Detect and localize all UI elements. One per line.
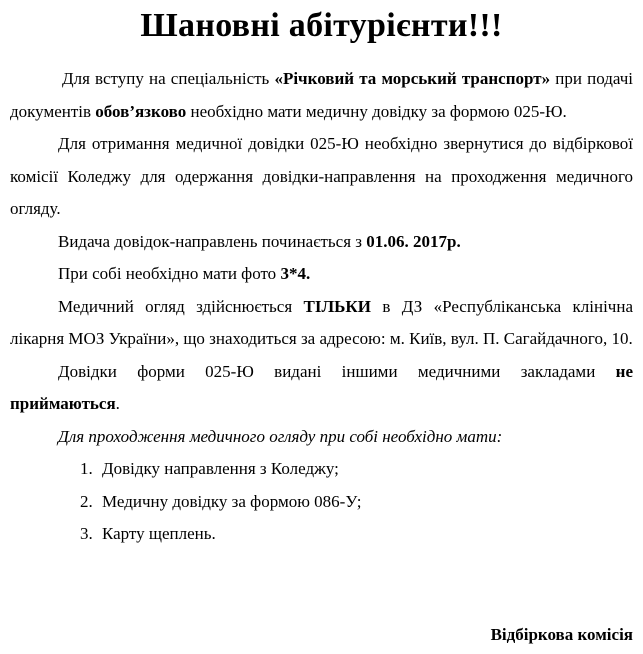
paragraph-text: Медичний огляд здійснюється (58, 296, 304, 316)
page-title: Шановні абітурієнти!!! (140, 7, 503, 44)
paragraph-text: Для вступу на спеціальність (62, 69, 275, 88)
list-item-text: Медичну довідку за формою 086-У; (102, 491, 362, 511)
list-item-text: Довідку направлення з Коледжу; (102, 459, 339, 478)
signature: Відбіркова комісія (490, 625, 633, 644)
issue-date: 01.06. 2017р. (366, 231, 461, 251)
paragraph-referral-instructions: Для отримання медичної довідки 025-Ю необхідно звернутися до відбіркової комісії Коледжу для одержання довідки-направлення на проходження медичного огляду. (10, 134, 633, 218)
paragraph-specialty-requirement (10, 63, 633, 128)
only-emphasis: ТІЛЬКИ (303, 296, 371, 316)
list-item-number: 1. (80, 459, 93, 478)
specialty-name: «Річковий та морський транспорт» (274, 69, 551, 88)
mandatory-emphasis: обов’язково (95, 101, 187, 121)
paragraph-text: в ДЗ «Республіканська клінічна лікарня МОЗ України», що знаходиться за адресою: м. Київ, вул. П. Сагайдачного, 10. (10, 296, 633, 348)
paragraph-not-accepted (10, 356, 633, 421)
document-body (10, 63, 633, 551)
paragraph-text: Довідки форми 025-Ю видані іншими медичними закладами (58, 361, 616, 381)
paragraph-text: Видача довідок-направлень починається з (58, 231, 367, 251)
paragraph-photo (10, 258, 633, 291)
list-item-number: 3. (80, 524, 93, 543)
paragraph-text: необхідно мати медичну довідку за формою 025-Ю. (186, 101, 567, 121)
paragraph-issue-date (10, 226, 633, 259)
list-item-number: 2. (80, 491, 93, 511)
list-item (10, 518, 633, 551)
list-item (10, 453, 633, 486)
photo-size: 3*4. (280, 264, 311, 283)
paragraph-text: При собі необхідно мати фото (58, 264, 281, 283)
list-item-text: Карту щеплень. (102, 524, 216, 543)
paragraph-text: при подачі документів (10, 69, 633, 121)
paragraph-medical-exam-location (10, 291, 633, 356)
paragraph-exam-requirements: Для проходження медичного огляду при собі необхідно мати: (58, 426, 503, 446)
list-item (10, 486, 633, 519)
paragraph-text: . (115, 394, 120, 413)
required-documents-list (10, 453, 633, 551)
not-accepted-emphasis: не приймаються (10, 361, 633, 413)
